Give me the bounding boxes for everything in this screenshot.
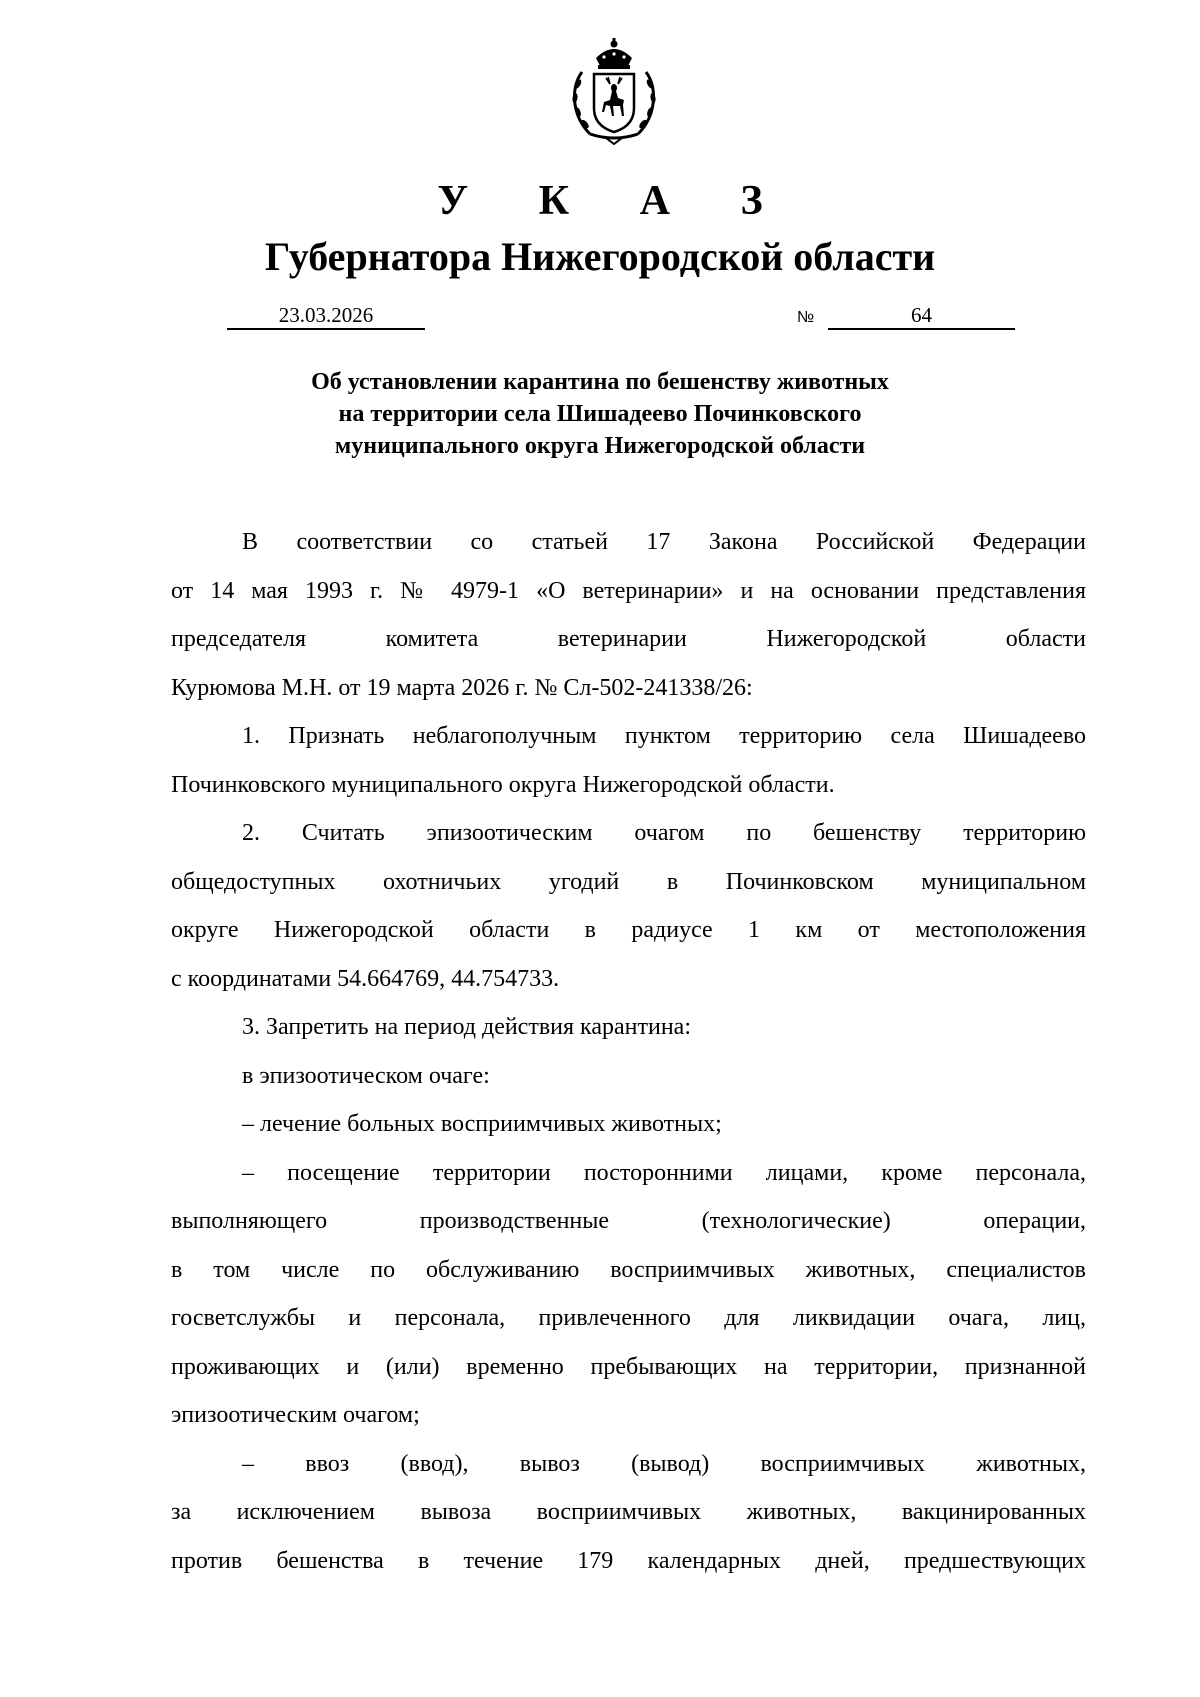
subject-line: на территории села Шишадеево Починковского [338, 401, 862, 427]
paragraph-bullet-treatment [171, 1100, 1086, 1149]
text-line: – посещение территории посторонними лицами, кроме персонала, [242, 1159, 1086, 1186]
text-line: В соответствии со статьей 17 Закона Российской Федерации [242, 529, 1086, 555]
text-line: выполняющего производственные (технологические) операции, [171, 1208, 1086, 1234]
crown-icon [596, 38, 632, 69]
document-subject [0, 366, 1200, 462]
text-line: эпизоотическим очагом; [171, 1402, 420, 1428]
text-line: 1. Признать неблагополучным пунктом территорию села Шишадеево [242, 723, 1086, 749]
text-line: в том числе по обслуживанию восприимчивых животных, специалистов [171, 1256, 1086, 1283]
subject-line: муниципального округа Нижегородской области [334, 433, 866, 459]
paragraph-focus [171, 1052, 1086, 1101]
document-number: 64 [828, 302, 1015, 330]
coat-of-arms-icon [566, 38, 662, 146]
text-line: общедоступных охотничьих угодий в Починковском муниципальном [171, 868, 1086, 895]
paragraph-bullet-visits [171, 1149, 1086, 1440]
paragraph-preamble [171, 518, 1086, 712]
text-line: против бешенства в течение 179 календарных дней, предшествующих [171, 1547, 1086, 1574]
text-line: госветслужбы и персонала, привлеченного для ликвидации очага, лиц, [171, 1305, 1086, 1331]
text-line: с координатами 54.664769, 44.754733. [171, 965, 560, 992]
subject-line: Об установлении карантина по бешенству животных [311, 369, 889, 395]
text-line: проживающих и (или) временно пребывающих на территории, признанной [171, 1353, 1086, 1380]
paragraph-item-2 [171, 809, 1086, 1003]
document-type-title: У К А З [437, 178, 793, 224]
text-line: Починковского муниципального округа Нижегородской области. [171, 771, 835, 798]
document-body [171, 518, 1086, 1585]
text-line: председателя комитета ветеринарии Нижегородской области [171, 626, 1086, 652]
document-date: 23.03.2026 [227, 302, 425, 330]
text-line: за исключением вывоза восприимчивых животных, вакцинированных [171, 1499, 1086, 1525]
text-line: округе Нижегородской области в радиусе 1 км от местоположения [171, 917, 1086, 943]
paragraph-item-1 [171, 712, 1086, 809]
text-line: 2. Считать эпизоотическим очагом по бешенству территорию [242, 820, 1086, 846]
text-line: 3. Запретить на период действия карантина: [242, 1014, 691, 1040]
paragraph-bullet-transport [171, 1440, 1086, 1586]
number-sign: № [797, 309, 815, 326]
text-line: – ввоз (ввод), вывоз (вывод) восприимчивых животных, [242, 1450, 1086, 1477]
issuer-title: Губернатора Нижегородской области [264, 234, 936, 279]
paragraph-item-3 [171, 1003, 1086, 1052]
text-line: – лечение больных восприимчивых животных; [242, 1111, 722, 1137]
text-line: Курюмова М.Н. от 19 марта 2026 г. № Сл-502-241338/26: [171, 674, 753, 701]
text-line: в эпизоотическом очаге: [242, 1062, 490, 1089]
text-line: от 14 мая 1993 г. № 4979-1 «О ветеринарии» и на основании представления [171, 577, 1086, 604]
